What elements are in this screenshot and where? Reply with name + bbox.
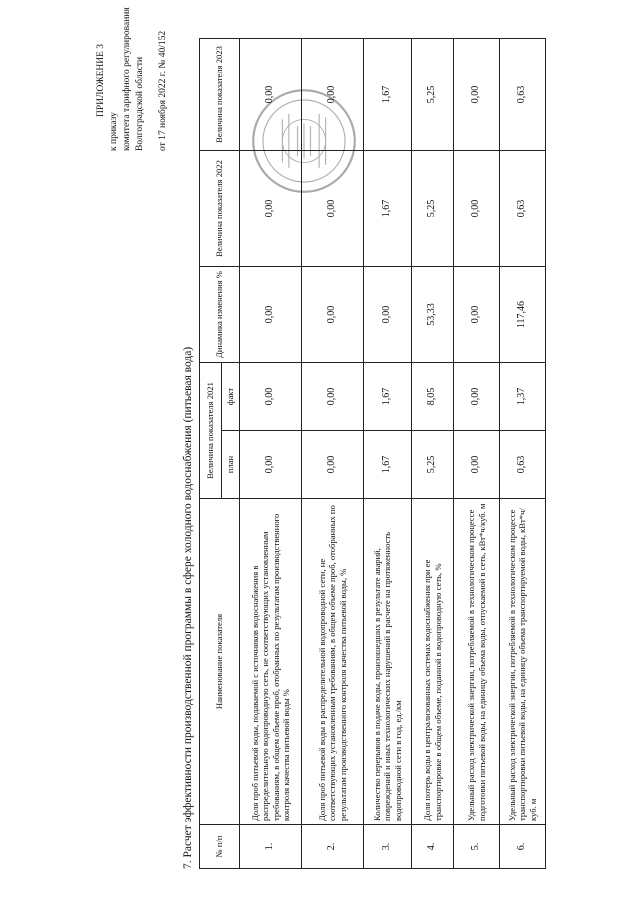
row-2022: 1,67 (364, 151, 412, 267)
row-2022: 0,00 (240, 151, 302, 267)
row-num: 1. (240, 825, 302, 869)
header-2021: Величина показателя 2021 (200, 363, 222, 499)
row-plan: 0,00 (302, 431, 364, 499)
efficiency-table (199, 38, 546, 869)
row-plan: 0,00 (454, 431, 500, 499)
row-2023: 1,67 (364, 39, 412, 151)
row-dynamics: 0,00 (454, 267, 500, 363)
row-2023: 0,00 (454, 39, 500, 151)
header-fact: факт (222, 363, 240, 431)
row-fact: 8,05 (412, 363, 454, 431)
appendix-committee: комитета тарифного регулирования (122, 7, 132, 151)
header-name: Наименование показателя (200, 499, 240, 825)
row-name: Количество перерывов в подаче воды, произошедших в результате аварий, повреждений и иных технологических нарушений в расчете на протяженность водопроводной сети в год, ед./км (364, 499, 412, 825)
row-name: Доля проб питьевой воды в распределительной водопроводной сети, не соответствующих установленным требованиям, в общем объеме проб, отобранных по результатам производственного контроля качества питьевой воды, % (302, 499, 364, 825)
table-row (412, 39, 454, 869)
table-row (454, 39, 500, 869)
row-num: 6. (500, 825, 546, 869)
row-dynamics: 0,00 (364, 267, 412, 363)
row-plan: 5,25 (412, 431, 454, 499)
appendix-order-ref: к приказу (109, 112, 119, 151)
row-2022: 5,25 (412, 151, 454, 267)
appendix-date: от 17 ноября 2022 г. № 40/152 (158, 30, 168, 151)
row-2023: 0,63 (500, 39, 546, 151)
header-2022: Величина показателя 2022 (200, 151, 240, 267)
row-fact: 0,00 (454, 363, 500, 431)
appendix-header (95, 1, 170, 151)
row-num: 5. (454, 825, 500, 869)
row-2023: 5,25 (412, 39, 454, 151)
row-dynamics: 117,46 (500, 267, 546, 363)
row-num: 4. (412, 825, 454, 869)
row-2022: 0,00 (302, 151, 364, 267)
row-num: 2. (302, 825, 364, 869)
header-plan: план (222, 431, 240, 499)
row-2023: 0,00 (302, 39, 364, 151)
appendix-region: Волгоградской области (135, 56, 145, 151)
row-plan: 0,00 (240, 431, 302, 499)
row-name: Доля потерь воды в централизованных системах водоснабжения при ее транспортировке в общем объеме, поданной в водопроводную сеть, % (412, 499, 454, 825)
row-dynamics: 0,00 (240, 267, 302, 363)
section-title: 7. Расчет эффективности производственной программы в сфере холодного водоснабжения (питьевая вода) (182, 346, 194, 869)
row-fact: 0,00 (240, 363, 302, 431)
table-row (302, 39, 364, 869)
row-fact: 0,00 (302, 363, 364, 431)
row-name: Удельный расход электрической энергии, потребляемой в технологическом процессе транспортировки питьевой воды, на единицу объема транспортируемой воды, кВт*ч/куб. м (500, 499, 546, 825)
row-name: Доля проб питьевой воды, подаваемой с источников водоснабжения в распределительную водопроводную сеть, не соответствующих установленным требованиям, в общем объеме проб, отобранных по результатам производственного контроля качества питьевой воды % (240, 499, 302, 825)
row-fact: 1,37 (500, 363, 546, 431)
row-num: 3. (364, 825, 412, 869)
table-row (240, 39, 302, 869)
row-2022: 0,00 (454, 151, 500, 267)
appendix-title: ПРИЛОЖЕНИЕ 3 (96, 43, 106, 117)
row-plan: 0,63 (500, 431, 546, 499)
row-dynamics: 0,00 (302, 267, 364, 363)
header-dynamics: Динамика изменения % (200, 267, 240, 363)
row-fact: 1,67 (364, 363, 412, 431)
row-2022: 0,63 (500, 151, 546, 267)
row-2023: 0,00 (240, 39, 302, 151)
row-plan: 1,67 (364, 431, 412, 499)
table-row (364, 39, 412, 869)
row-name: Удельный расход электрической энергии, потребляемой в технологическом процессе подготовки питьевой воды, на единицу объема воды, отпускаемой в сеть, кВт*ч/куб. м (454, 499, 500, 825)
table-row (500, 39, 546, 869)
header-2023: Величина показателя 2023 (200, 39, 240, 151)
row-dynamics: 53,33 (412, 267, 454, 363)
header-num: № п/п (200, 825, 240, 869)
